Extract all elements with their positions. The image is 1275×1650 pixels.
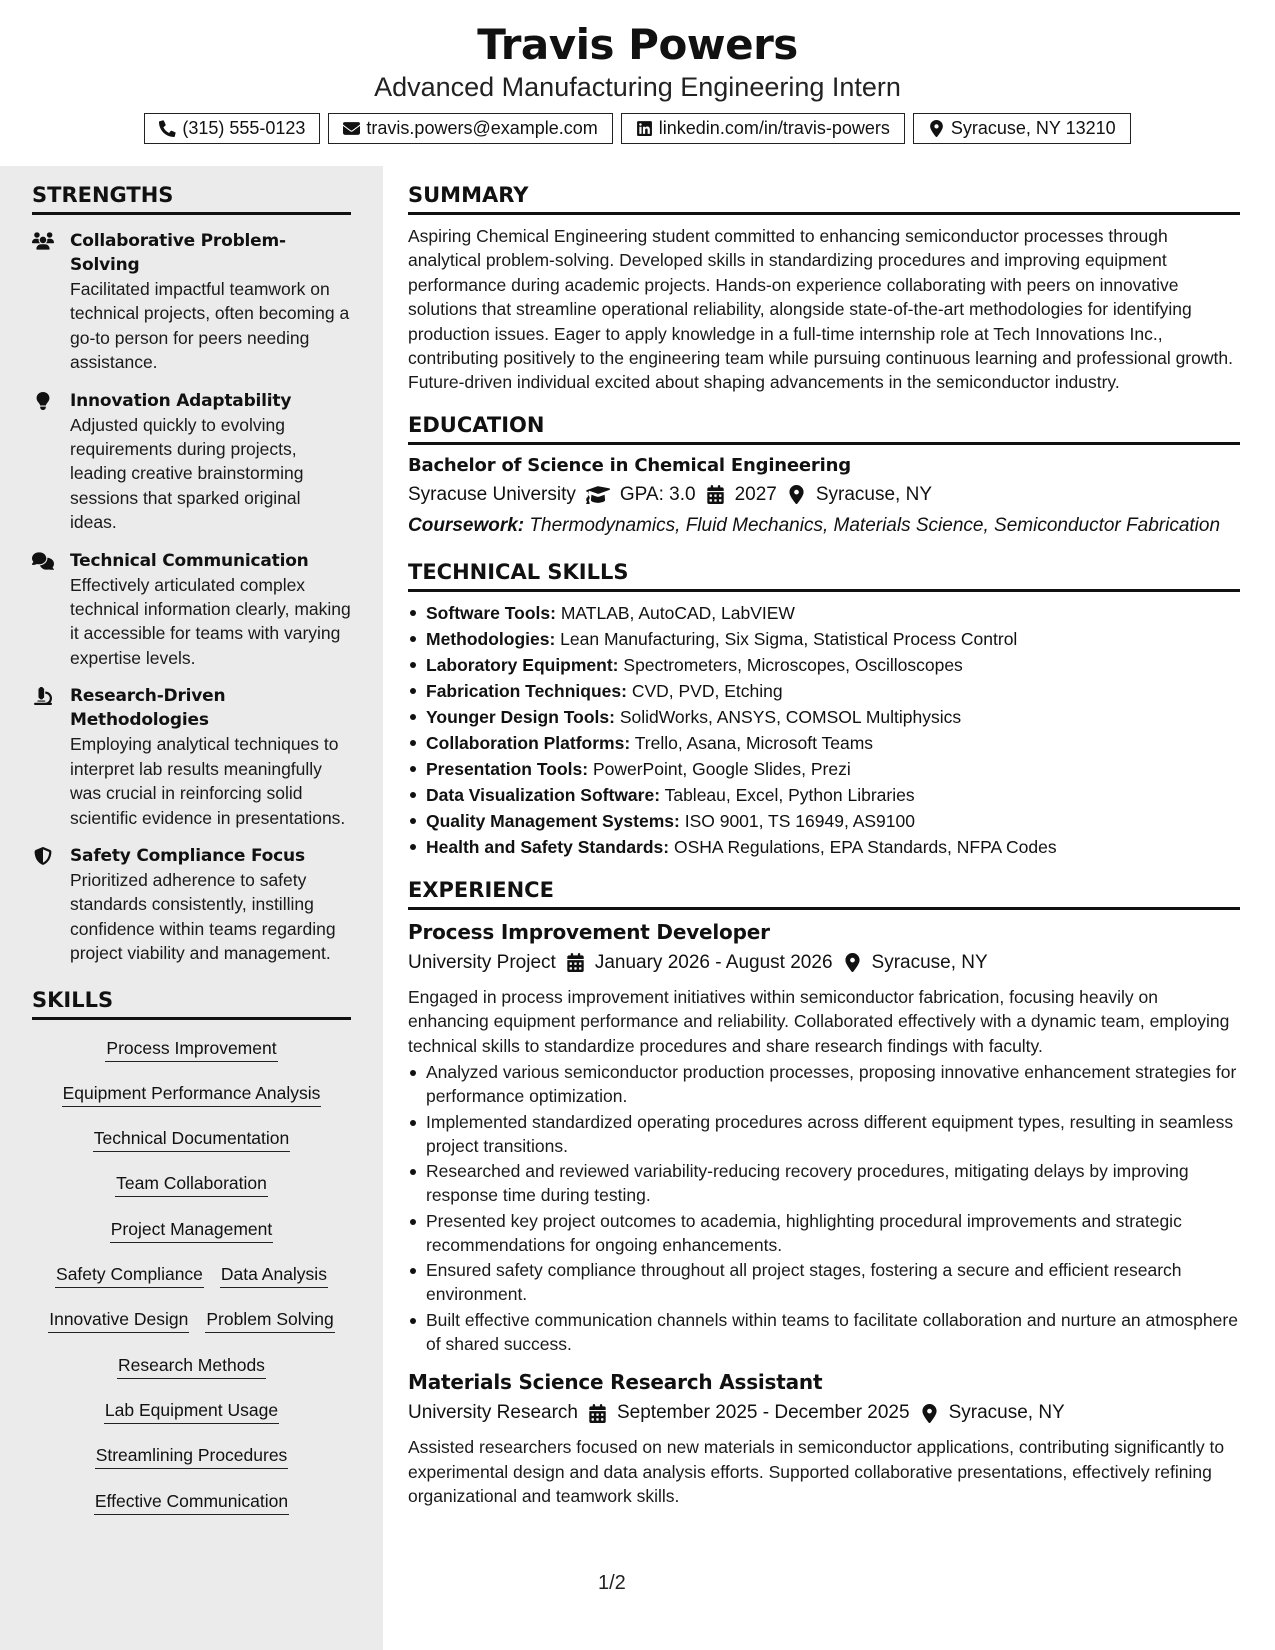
skill-value: PowerPoint, Google Slides, Prezi xyxy=(592,758,851,779)
linkedin-icon xyxy=(636,120,653,137)
skill-label: Collaboration Platforms: xyxy=(426,732,631,753)
job-meta xyxy=(408,1400,1240,1426)
graduation-cap-icon xyxy=(586,485,610,504)
strength-item xyxy=(32,549,351,671)
list-item xyxy=(408,678,1240,704)
education-meta xyxy=(408,482,1240,508)
contact-phone[interactable] xyxy=(144,113,320,144)
strength-title: Collaborative Problem-Solving xyxy=(70,231,286,275)
skill-value: SolidWorks, ANSYS, COMSOL Multiphysics xyxy=(619,706,962,727)
contact-email-text: travis.powers@example.com xyxy=(366,118,598,138)
contact-location[interactable] xyxy=(913,113,1131,144)
strength-item xyxy=(32,684,351,830)
skill-label: Quality Management Systems: xyxy=(426,810,680,831)
page-number: 1/2 xyxy=(598,1572,626,1594)
job-dates: September 2025 - December 2025 xyxy=(617,1402,910,1424)
job-org: University Project xyxy=(408,951,556,973)
skill-tag: Safety Compliance xyxy=(55,1262,204,1288)
experience-title: EXPERIENCE xyxy=(408,878,1240,910)
coursework xyxy=(408,514,1240,538)
phone-icon xyxy=(159,120,176,137)
list-item xyxy=(408,782,1240,808)
technical-skills-title: TECHNICAL SKILLS xyxy=(408,560,1240,592)
strength-text: Employing analytical techniques to interpret lab results meaningfully was crucial in reinforcing solid scientific evidence in presentations. xyxy=(70,734,346,828)
job-org: University Research xyxy=(408,1402,578,1424)
list-item xyxy=(408,704,1240,730)
job-description: Assisted researchers focused on new materials in semiconductor applications, contributing significantly to experimental design and data analysis efforts. Supported collaborative presentations, effectively refining organizational and teamwork skills. xyxy=(408,1437,1225,1507)
strength-item xyxy=(32,844,351,966)
skill-label: Presentation Tools: xyxy=(426,758,589,779)
users-icon xyxy=(32,232,54,250)
skill-value: MATLAB, AutoCAD, LabVIEW xyxy=(560,602,795,623)
skill-label: Software Tools: xyxy=(426,602,556,623)
skill-tag: Technical Documentation xyxy=(93,1126,291,1152)
skill-tag: Team Collaboration xyxy=(115,1171,268,1197)
education-title: EDUCATION xyxy=(408,413,1240,445)
list-item xyxy=(408,652,1240,678)
skill-tag: Project Management xyxy=(110,1217,273,1243)
strength-title: Technical Communication xyxy=(70,550,309,571)
skill-value: CVD, PVD, Etching xyxy=(631,680,783,701)
comments-icon xyxy=(32,552,54,570)
list-item xyxy=(408,834,1240,860)
skill-label: Data Visualization Software: xyxy=(426,784,661,805)
school-name: Syracuse University xyxy=(408,483,576,505)
job-dates: January 2026 - August 2026 xyxy=(594,951,833,973)
skill-value: Tableau, Excel, Python Libraries xyxy=(664,784,915,805)
calendar-icon xyxy=(566,953,585,972)
skills-section xyxy=(32,988,351,1534)
coursework-list: Thermodynamics, Fluid Mechanics, Materials Science, Semiconductor Fabrication xyxy=(529,514,1221,536)
job-title: Process Improvement Developer xyxy=(408,919,770,944)
strength-title: Innovation Adaptability xyxy=(70,390,292,411)
list-item xyxy=(408,756,1240,782)
strength-item xyxy=(32,389,351,535)
skill-label: Fabrication Techniques: xyxy=(426,680,627,701)
list-item xyxy=(408,626,1240,652)
skill-tag: Data Analysis xyxy=(220,1262,328,1288)
map-marker-icon xyxy=(920,1404,939,1423)
education-location: Syracuse, NY xyxy=(815,483,933,505)
list-item: Researched and reviewed variability-reducing recovery procedures, mitigating delays by improving response time during testing. xyxy=(408,1159,1240,1208)
contact-location-text: Syracuse, NY 13210 xyxy=(950,118,1116,138)
candidate-role: Advanced Manufacturing Engineering Intern xyxy=(374,72,901,102)
strength-text: Adjusted quickly to evolving requirements during projects, leading creative brainstorming sessions that sparked original ideas. xyxy=(70,414,304,533)
job-title: Materials Science Research Assistant xyxy=(408,1370,823,1395)
strength-title: Safety Compliance Focus xyxy=(70,845,305,866)
candidate-name: Travis Powers xyxy=(477,20,798,69)
skill-label: Health and Safety Standards: xyxy=(426,836,670,857)
strength-title: Research-Driven Methodologies xyxy=(70,686,226,731)
job-entry xyxy=(408,920,1240,1357)
job-location: Syracuse, NY xyxy=(948,1402,1065,1424)
skill-tag: Process Improvement xyxy=(105,1036,277,1062)
lightbulb-icon xyxy=(32,392,54,410)
skill-tag: Problem Solving xyxy=(205,1307,334,1333)
strength-text: Effectively articulated complex technical information clearly, making it accessible for teams with varying expertise levels. xyxy=(70,574,351,668)
technical-skills-section xyxy=(408,560,1240,860)
contact-bar xyxy=(0,113,1275,144)
graduation-year: 2027 xyxy=(734,483,777,505)
skill-tag: Effective Communication xyxy=(94,1489,289,1515)
skill-label: Younger Design Tools: xyxy=(426,706,615,727)
skill-tag: Streamlining Procedures xyxy=(95,1443,289,1469)
education-section xyxy=(408,413,1240,538)
degree-title: Bachelor of Science in Chemical Engineering xyxy=(408,454,851,476)
skill-label: Methodologies: xyxy=(426,628,556,649)
skill-value: Lean Manufacturing, Six Sigma, Statistical Process Control xyxy=(560,628,1018,649)
coursework-label: Coursework: xyxy=(408,514,525,536)
list-item: Ensured safety compliance throughout all project stages, fostering a secure and efficient research environment. xyxy=(408,1258,1240,1307)
skills-title: SKILLS xyxy=(32,988,351,1020)
skill-tag: Research Methods xyxy=(117,1353,266,1379)
skill-value: Spectrometers, Microscopes, Oscilloscopes xyxy=(623,654,963,675)
microscope-icon xyxy=(32,687,54,705)
main-column xyxy=(383,166,1275,1650)
strength-text: Prioritized adherence to safety standards consistently, instilling confidence within teams regarding project viability and management. xyxy=(70,869,336,964)
list-item xyxy=(408,730,1240,756)
strength-text: Facilitated impactful teamwork on technical projects, often becoming a go-to person for peers needing assistance. xyxy=(70,279,350,373)
gpa: GPA: 3.0 xyxy=(619,483,696,505)
list-item: Presented key project outcomes to academia, highlighting procedural improvements and strategic recommendations for ongoing enhancements. xyxy=(408,1209,1240,1258)
summary-text: Aspiring Chemical Engineering student committed to enhancing semiconductor processes through analytical problem-solving. Developed skills in standardizing procedures and improving equipment performance during academic projects. Hands-on experience collaborating with peers on innovative solutions that streamline operational reliability, alongside state-of-the-art methodologies for identifying production issues. Eager to apply knowledge in a full-time internship role at Tech Innovations Inc., contributing positively to the engineering team while pursuing continuous learning and professional growth. Future-driven individual excited about shaping advancements in the semiconductor industry. xyxy=(408,226,1233,393)
skill-value: ISO 9001, TS 16949, AS9100 xyxy=(684,810,915,831)
experience-section xyxy=(408,878,1240,1509)
envelope-icon xyxy=(343,120,360,137)
map-marker-icon xyxy=(928,120,945,137)
calendar-icon xyxy=(706,485,725,504)
map-marker-icon xyxy=(787,485,806,504)
contact-phone-text: (315) 555-0123 xyxy=(182,118,306,138)
job-description: Engaged in process improvement initiatives within semiconductor fabrication, focusing heavily on enhancing equipment performance and reliability. Collaborated effectively with a dynamic team, employing technical skills to standardize procedures and share research findings with faculty. xyxy=(408,986,1230,1056)
shield-icon xyxy=(32,847,54,865)
strength-item xyxy=(32,229,351,375)
contact-linkedin[interactable] xyxy=(621,113,905,144)
skill-label: Laboratory Equipment: xyxy=(426,654,619,675)
summary-title: SUMMARY xyxy=(408,183,1240,215)
strengths-title: STRENGTHS xyxy=(32,183,351,215)
contact-email[interactable] xyxy=(328,113,612,144)
job-location: Syracuse, NY xyxy=(871,951,988,973)
skill-tag: Equipment Performance Analysis xyxy=(62,1081,322,1107)
list-item: Built effective communication channels within teams to facilitate collaboration and nurture an atmosphere of shared success. xyxy=(408,1308,1240,1357)
skill-tag: Lab Equipment Usage xyxy=(104,1398,279,1424)
list-item: Implemented standardized operating procedures across different equipment types, resulting in seamless project transitions. xyxy=(408,1110,1240,1159)
contact-linkedin-text: linkedin.com/in/travis-powers xyxy=(658,118,890,138)
list-item: Analyzed various semiconductor production processes, proposing innovative enhancement strategies for performance optimization. xyxy=(408,1060,1240,1109)
skill-value: OSHA Regulations, EPA Standards, NFPA Codes xyxy=(674,836,1057,857)
job-meta xyxy=(408,950,1240,976)
skill-tag: Innovative Design xyxy=(48,1307,189,1333)
resume-header xyxy=(0,0,1275,166)
map-marker-icon xyxy=(843,953,862,972)
skill-value: Trello, Asana, Microsoft Teams xyxy=(634,732,874,753)
job-entry xyxy=(408,1370,1240,1508)
list-item xyxy=(408,600,1240,626)
sidebar xyxy=(0,166,383,1650)
calendar-icon xyxy=(588,1404,607,1423)
list-item xyxy=(408,808,1240,834)
